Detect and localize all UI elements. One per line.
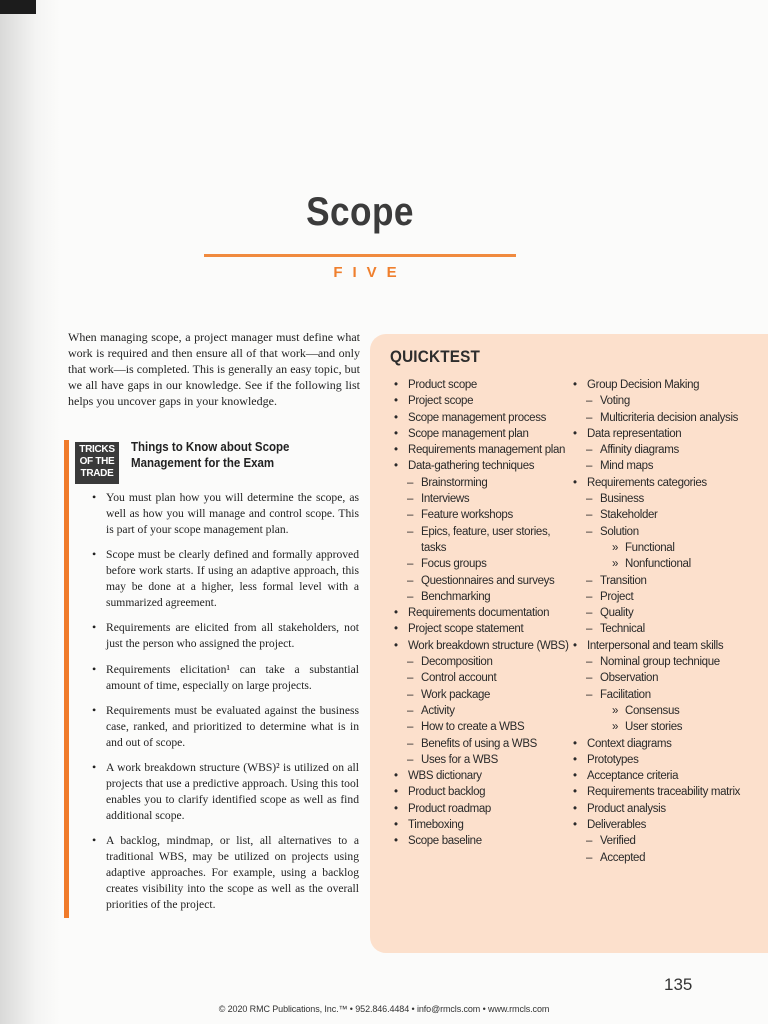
list-item: • Scope management plan: [393, 426, 571, 442]
list-item: • Scope management process: [393, 410, 571, 426]
list-item: – Observation: [572, 670, 762, 686]
list-item: • Requirements categories: [572, 475, 762, 491]
list-item: – Decomposition: [393, 654, 571, 670]
list-item: • Requirements traceability matrix: [572, 784, 762, 800]
list-item: » Functional: [572, 540, 762, 556]
list-item: • Requirements management plan: [393, 442, 571, 458]
tricks-sidebar-rule: [64, 440, 69, 918]
list-item: – Interviews: [393, 491, 571, 507]
list-item: • Requirements must be evaluated against the business case, ranked, and prioritized to determine what is in and out of scope.: [92, 703, 359, 751]
list-item: – Epics, feature, user stories, tasks: [393, 524, 571, 557]
intro-paragraph: When managing scope, a project manager must define what work is required and then ensure all of that work—and only that work—is completed. This is generally an easy topic, but we all have gaps in our knowledge. See if the following list helps you uncover gaps in your knowledge.: [68, 330, 360, 409]
scan-corner: [0, 0, 36, 14]
list-item: • You must plan how you will determine the scope, as well as how you will manage and control scope. This is part of your scope management plan.: [92, 490, 359, 538]
list-item: – Questionnaires and surveys: [393, 573, 571, 589]
list-item: – Voting: [572, 393, 762, 409]
list-item: • Group Decision Making: [572, 377, 762, 393]
list-item: – How to create a WBS: [393, 719, 571, 735]
list-item: • Acceptance criteria: [572, 768, 762, 784]
list-item: • Product analysis: [572, 801, 762, 817]
list-item: – Uses for a WBS: [393, 752, 571, 768]
tricks-of-the-trade-badge: TRICKS OF THE TRADE: [75, 442, 119, 484]
list-item: – Transition: [572, 573, 762, 589]
list-item: • Deliverables: [572, 817, 762, 833]
tricks-list: [92, 490, 359, 922]
list-item: • A backlog, mindmap, or list, all alternatives to a traditional WBS, may be utilized on projects using adaptive approaches. For example, using a backlog creates visibility into the scope as well as the overall priorities of the project.: [92, 833, 359, 913]
list-item: • WBS dictionary: [393, 768, 571, 784]
list-item: – Control account: [393, 670, 571, 686]
list-item: – Benchmarking: [393, 589, 571, 605]
list-item: • Data-gathering techniques: [393, 458, 571, 474]
list-item: – Mind maps: [572, 458, 762, 474]
list-item: – Feature workshops: [393, 507, 571, 523]
chapter-title: Scope: [306, 190, 414, 234]
list-item: – Accepted: [572, 850, 762, 866]
list-item: – Quality: [572, 605, 762, 621]
list-item: • Data representation: [572, 426, 762, 442]
list-item: • Timeboxing: [393, 817, 571, 833]
list-item: – Multicriteria decision analysis: [572, 410, 762, 426]
list-item: – Business: [572, 491, 762, 507]
list-item: • Product scope: [393, 377, 571, 393]
page-footer: © 2020 RMC Publications, Inc.™ • 952.846.4484 • info@rmcls.com • www.rmcls.com: [218, 1004, 550, 1014]
list-item: – Work package: [393, 687, 571, 703]
list-item: • Requirements are elicited from all stakeholders, not just the person who assigned the project.: [92, 620, 359, 652]
list-item: • Work breakdown structure (WBS): [393, 638, 571, 654]
list-item: » User stories: [572, 719, 762, 735]
list-item: – Brainstorming: [393, 475, 571, 491]
list-item: » Nonfunctional: [572, 556, 762, 572]
list-item: • Project scope: [393, 393, 571, 409]
tricks-heading: Things to Know about Scope Management for the Exam: [131, 440, 290, 470]
list-item: • Scope must be clearly defined and formally approved before work starts. If using an adaptive approach, this may be done at a higher, less formal level with a summarized agreement.: [92, 547, 359, 611]
list-item: – Affinity diagrams: [572, 442, 762, 458]
chapter-number: FIVE: [333, 264, 407, 281]
list-item: – Facilitation: [572, 687, 762, 703]
list-item: • Context diagrams: [572, 736, 762, 752]
quicktest-left-column: [393, 377, 571, 850]
list-item: – Solution: [572, 524, 762, 540]
list-item: • Project scope statement: [393, 621, 571, 637]
list-item: • Scope baseline: [393, 833, 571, 849]
list-item: • Interpersonal and team skills: [572, 638, 762, 654]
list-item: – Stakeholder: [572, 507, 762, 523]
quicktest-right-column: [572, 377, 762, 866]
list-item: » Consensus: [572, 703, 762, 719]
title-divider: [204, 254, 516, 257]
list-item: – Focus groups: [393, 556, 571, 572]
list-item: – Benefits of using a WBS: [393, 736, 571, 752]
list-item: • Requirements documentation: [393, 605, 571, 621]
list-item: – Nominal group technique: [572, 654, 762, 670]
list-item: – Technical: [572, 621, 762, 637]
list-item: • A work breakdown structure (WBS)² is utilized on all projects that use a predictive approach. Using this tool enables you to clarify identified scope as well as find additional scope.: [92, 760, 359, 824]
list-item: • Product backlog: [393, 784, 571, 800]
list-item: – Project: [572, 589, 762, 605]
list-item: – Activity: [393, 703, 571, 719]
list-item: • Product roadmap: [393, 801, 571, 817]
list-item: • Prototypes: [572, 752, 762, 768]
list-item: • Requirements elicitation¹ can take a substantial amount of time, especially on large projects.: [92, 662, 359, 694]
page-number: 135: [664, 975, 693, 994]
page-gutter-shadow: [0, 0, 60, 1024]
list-item: – Verified: [572, 833, 762, 849]
quicktest-title: QUICKTEST: [390, 347, 481, 366]
